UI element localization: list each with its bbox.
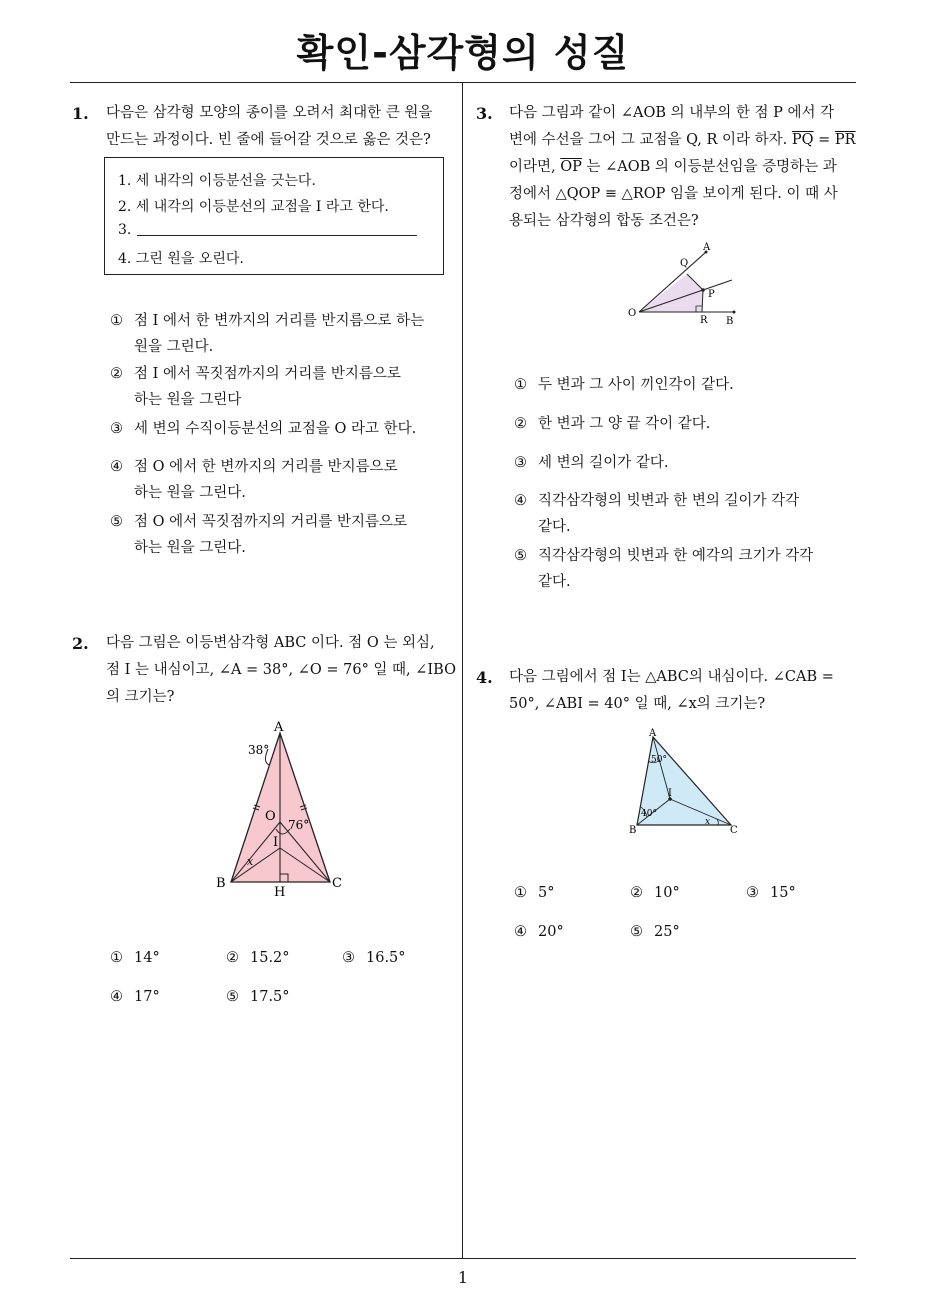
- angle-a-label: 50°: [651, 755, 667, 765]
- angle-x-label: x: [247, 855, 254, 868]
- label-o: O: [265, 809, 276, 824]
- q1-option-3[interactable]: ③ 세 변의 수직이등분선의 교점을 O 라고 한다.: [110, 421, 417, 437]
- label-b: B: [216, 876, 226, 891]
- angle-o-label: 76°: [288, 818, 310, 832]
- q1-question: 다음은 삼각형 모양의 종이를 오려서 최대한 큰 원을 만드는 과정이다. 빈 줄에 들어갈 것으로 옳은 것은?: [106, 105, 433, 148]
- q1-option-1[interactable]: ① 점 I 에서 한 변까지의 거리를 반지름으로 하는 원을 그린다.: [110, 313, 425, 355]
- label-i: I: [273, 835, 279, 850]
- isosceles-triangle-figure: [210, 715, 355, 900]
- q3-option-1[interactable]: ① 두 변과 그 사이 끼인각이 같다.: [514, 377, 734, 393]
- q3-option-3[interactable]: ③ 세 변의 길이가 같다.: [514, 455, 669, 471]
- angle-a-label: 38°: [248, 743, 270, 757]
- q3-question: 다음 그림과 같이 ∠AOB 의 내부의 한 점 P 에서 각 변에 수선을 그어 그 교점을 Q, R 이라 하자. $\overline{PQ} = \overline{PR}$ 이라면, $\overline{OP}$ 는 ∠AOB 의 이등분선임을 증명하는 과 정에서 △QOP ≡ △ROP 임을 보이게 된다. 이 때 사 용되는 삼각형의 합동 조건은?: [509, 105, 856, 229]
- label-o: O: [628, 308, 637, 319]
- bottom-rule: [70, 1258, 856, 1259]
- q1-step-3: 3.: [118, 222, 417, 238]
- q4-option-3[interactable]: ③ 15°: [746, 885, 796, 901]
- label-q: Q: [680, 258, 689, 269]
- page-title: 확인-삼각형의 성질: [296, 31, 630, 75]
- q2-option-1[interactable]: ① 14°: [110, 950, 160, 966]
- q1-option-2[interactable]: ② 점 I 에서 꼭짓점까지의 거리를 반지름으로 하는 원을 그린다: [110, 366, 401, 408]
- q1-number: 1.: [72, 104, 89, 123]
- q4-option-5[interactable]: ⑤ 25°: [630, 924, 680, 940]
- q4-number: 4.: [476, 668, 493, 687]
- top-rule: [70, 82, 856, 83]
- label-p: P: [708, 289, 715, 300]
- q2-question: 다음 그림은 이등변삼각형 ABC 이다. 점 O 는 외심, 점 I 는 내심이고, ∠A = 38°, ∠O = 76° 일 때, ∠IBO 의 크기는?: [106, 635, 456, 705]
- q1-steps-box: [104, 157, 444, 275]
- q2-option-4[interactable]: ④ 17°: [110, 989, 160, 1005]
- q3-option-5[interactable]: ⑤ 직각삼각형의 빗변과 한 예각의 크기가 각각 같다.: [514, 548, 814, 590]
- incenter-triangle-figure: [625, 727, 745, 837]
- q3-option-2[interactable]: ② 한 변과 그 양 끝 각이 같다.: [514, 416, 711, 432]
- label-b: B: [629, 825, 637, 836]
- q1-step-4: 4. 그린 원을 오린다.: [118, 251, 244, 267]
- q1-step-2: 2. 세 내각의 이등분선의 교점을 I 라고 한다.: [118, 199, 389, 215]
- column-divider: [462, 82, 463, 1258]
- label-h: H: [274, 885, 286, 900]
- q2-option-3[interactable]: ③ 16.5°: [342, 950, 406, 966]
- label-a: A: [703, 242, 711, 253]
- label-c: C: [730, 825, 738, 836]
- label-r: R: [700, 315, 708, 326]
- q3-option-4[interactable]: ④ 직각삼각형의 빗변과 한 변의 길이가 각각 같다.: [514, 493, 800, 535]
- q2-option-5[interactable]: ⑤ 17.5°: [226, 989, 290, 1005]
- label-a: A: [649, 728, 657, 739]
- q2-option-2[interactable]: ② 15.2°: [226, 950, 290, 966]
- label-b: B: [726, 316, 734, 327]
- label-a: A: [274, 720, 284, 735]
- blank-line: [137, 225, 417, 236]
- q4-option-2[interactable]: ② 10°: [630, 885, 680, 901]
- angle-bisector-figure: [620, 238, 750, 330]
- q4-option-1[interactable]: ① 5°: [514, 885, 555, 901]
- q4-option-4[interactable]: ④ 20°: [514, 924, 564, 940]
- q4-question: 다음 그림에서 점 I는 △ABC의 내심이다. ∠CAB = 50°, ∠ABI = 40° 일 때, ∠x의 크기는?: [509, 669, 834, 712]
- angle-x-label: x: [705, 817, 711, 827]
- label-c: C: [332, 876, 342, 891]
- q2-number: 2.: [72, 634, 89, 653]
- q1-option-5[interactable]: ⑤ 점 O 에서 꼭짓점까지의 거리를 반지름으로 하는 원을 그린다.: [110, 514, 408, 556]
- q1-step-1: 1. 세 내각의 이등분선을 긋는다.: [118, 173, 316, 189]
- q3-number: 3.: [476, 104, 493, 123]
- label-i: I: [668, 788, 672, 799]
- q1-option-4[interactable]: ④ 점 O 에서 한 변까지의 거리를 반지름으로 하는 원을 그린다.: [110, 459, 398, 501]
- angle-b-label: 40°: [641, 809, 657, 819]
- page-number: 1: [457, 1268, 469, 1287]
